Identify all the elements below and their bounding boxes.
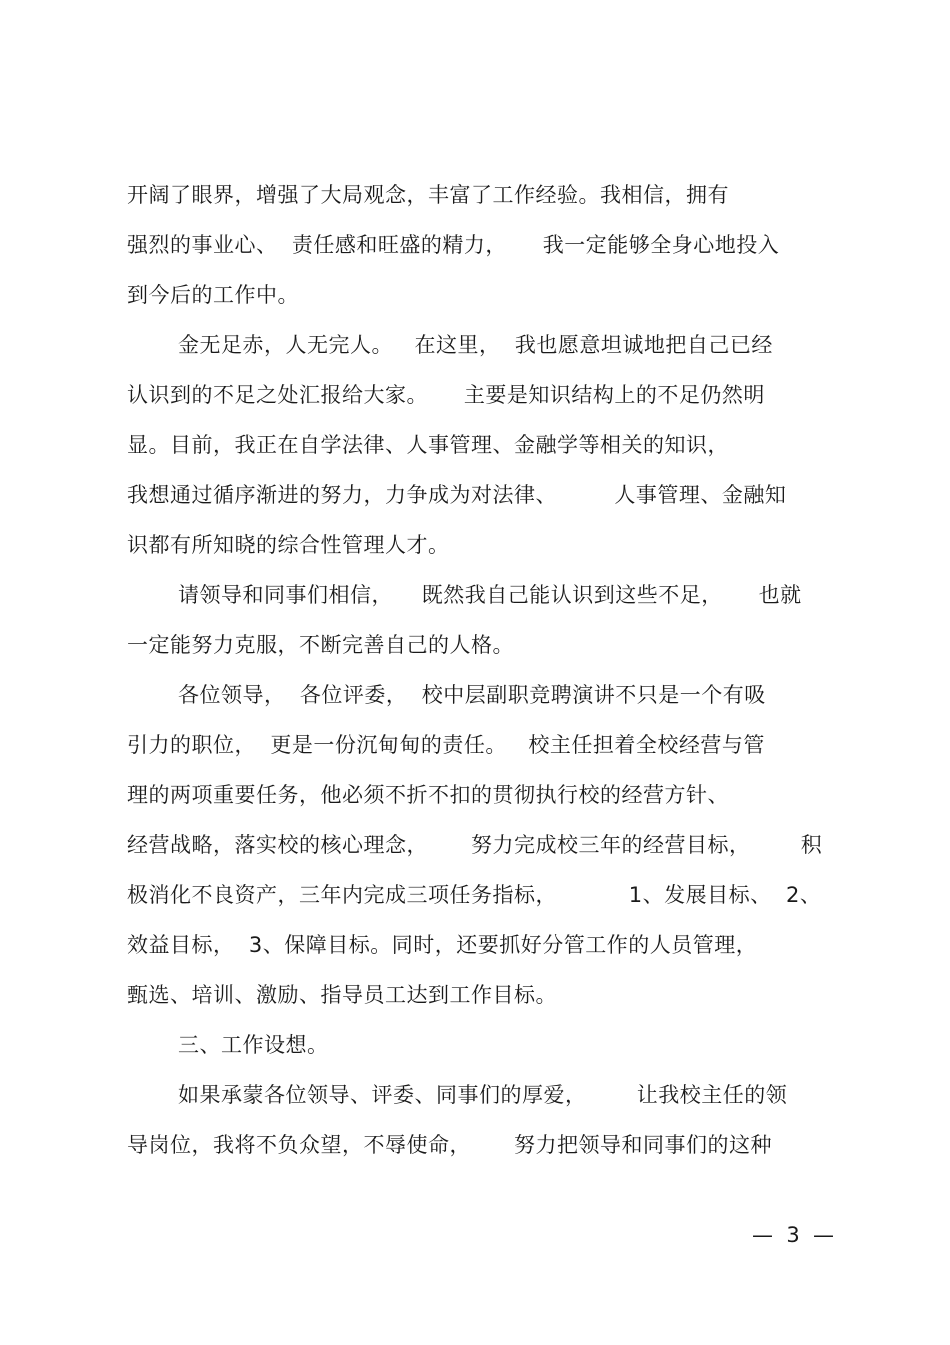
text-line-14: 经营战略，落实校的核心理念， 努力完成校三年的经营目标， 积 [127, 833, 823, 857]
text-line-9: 请领导和同事们相信， 既然我自己能认识到这些不足， 也就 [178, 583, 802, 607]
text-line-3: 到今后的工作中。 [127, 283, 299, 307]
text-line-12: 引力的职位， 更是一份沉甸甸的责任。 校主任担着全校经营与管 [127, 733, 765, 757]
text-line-20: 导岗位，我将不负众望，不辱使命， 努力把领导和同事们的这种 [127, 1133, 773, 1157]
text-line-11: 各位领导， 各位评委， 校中层副职竞聘演讲不只是一个有吸 [178, 683, 766, 707]
text-line-15: 极消化不良资产，三年内完成三项任务指标， 1、发展目标、 2、 [127, 883, 822, 907]
text-line-19: 如果承蒙各位领导、评委、同事们的厚爱， 让我校主任的领 [178, 1083, 788, 1107]
section-heading: 三、工作设想。 [178, 1033, 329, 1057]
text-line-13: 理的两项重要任务，他必须不折不扣的贯彻执行校的经营方针、 [127, 783, 729, 807]
text-line-8: 识都有所知晓的综合性管理人才。 [127, 533, 450, 557]
text-line-10: 一定能努力克服，不断完善自己的人格。 [127, 633, 514, 657]
text-line-1: 开阔了眼界，增强了大局观念，丰富了工作经验。我相信，拥有 [127, 183, 729, 207]
page-number: — 3 — [752, 1223, 835, 1247]
text-line-16: 效益目标， 3、保障目标。同时，还要抓好分管工作的人员管理， [127, 933, 758, 957]
text-line-17: 甄选、培训、激励、指导员工达到工作目标。 [127, 983, 557, 1007]
text-line-7: 我想通过循序渐进的努力，力争成为对法律、 人事管理、金融知 [127, 483, 787, 507]
text-line-5: 认识到的不足之处汇报给大家。 主要是知识结构上的不足仍然明 [127, 383, 765, 407]
text-line-4: 金无足赤，人无完人。 在这里， 我也愿意坦诚地把自己已经 [178, 333, 773, 357]
text-line-6: 显。目前，我正在自学法律、人事管理、金融学等相关的知识， [127, 433, 729, 457]
text-line-2: 强烈的事业心、 责任感和旺盛的精力， 我一定能够全身心地投入 [127, 233, 780, 257]
